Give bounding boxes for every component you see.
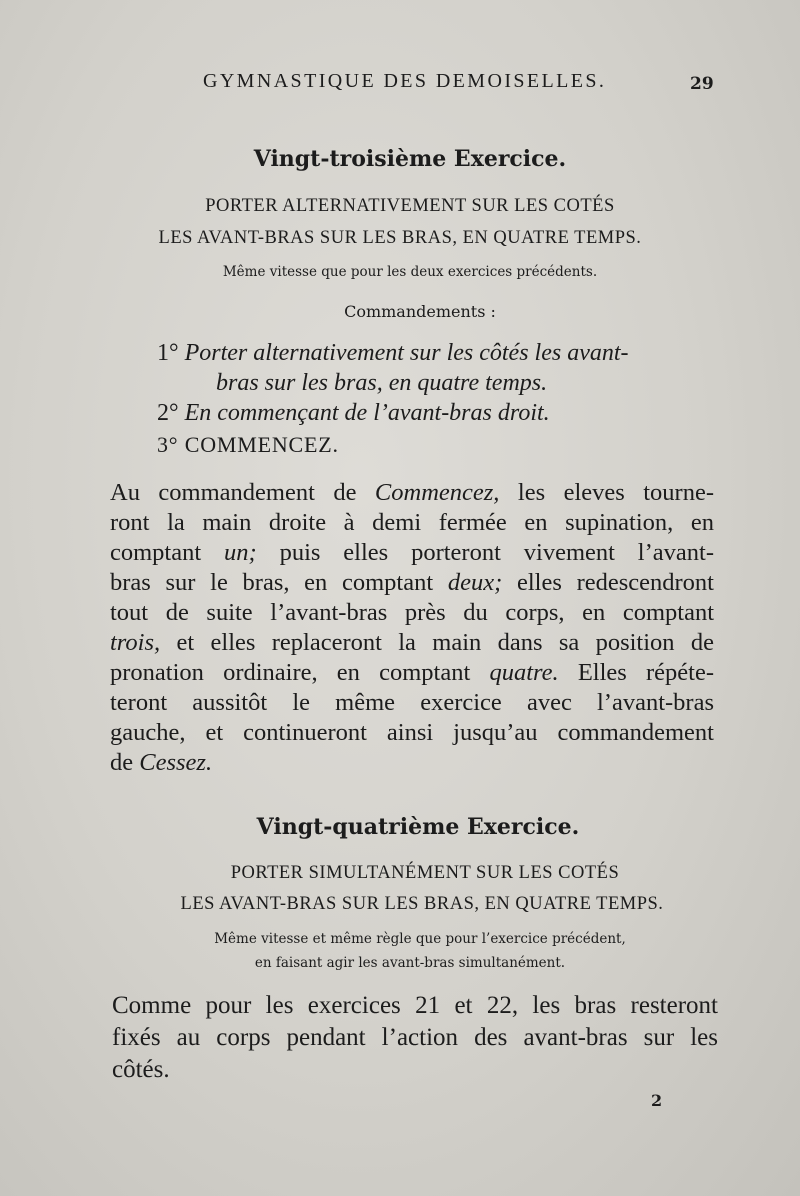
command-2 bbox=[157, 400, 550, 427]
paragraph-line: côtés. bbox=[112, 1056, 170, 1083]
paragraph-text: bras sur le bras, en comptant bbox=[110, 569, 448, 596]
paragraph-text: Commencez, bbox=[374, 479, 500, 506]
command-3-text: COMMENCEZ. bbox=[184, 432, 339, 457]
paragraph-text: trois, bbox=[110, 629, 161, 656]
paragraph-line: fixés au corps pendant l’action des avant-bras sur les bbox=[112, 1024, 718, 1051]
commands-heading: Commandements : bbox=[344, 302, 496, 321]
command-1-text: Porter alternativement sur les côtés les avant- bbox=[184, 340, 629, 366]
exercise-23-subtitle-1: PORTER ALTERNATIVEMENT SUR LES COTÉS bbox=[205, 196, 615, 216]
paragraph-line bbox=[110, 538, 714, 568]
paragraph-text: les eleves tourne- bbox=[499, 479, 714, 506]
command-1-number: 1° bbox=[157, 340, 179, 366]
paragraph-text: quatre. bbox=[489, 659, 559, 686]
exercise-24-subtitle-2: LES AVANT-BRAS SUR LES BRAS, EN QUATRE TEMPS. bbox=[180, 894, 664, 914]
paragraph-text: deux; bbox=[447, 569, 503, 596]
paragraph-line bbox=[110, 628, 714, 658]
paragraph-line bbox=[110, 688, 714, 718]
command-1-continued: bras sur les bras, en quatre temps. bbox=[216, 370, 548, 396]
paragraph-line bbox=[110, 748, 714, 778]
paragraph-line bbox=[110, 598, 714, 628]
command-3 bbox=[157, 432, 339, 458]
paragraph-line bbox=[110, 478, 714, 508]
paragraph-text: tout de suite l’avant-bras près du corps, en comptant bbox=[110, 599, 714, 626]
exercise-24-paragraph bbox=[112, 990, 718, 1086]
paragraph-line bbox=[110, 508, 714, 538]
exercise-23-title: Vingt-troisième Exercice. bbox=[253, 146, 567, 172]
paragraph-text: de bbox=[110, 749, 140, 776]
paragraph-line bbox=[110, 718, 714, 748]
paragraph-text: comptant bbox=[110, 539, 225, 566]
paragraph-text: teront aussitôt le même exercice avec l’avant-bras bbox=[110, 689, 714, 716]
exercise-24-title: Vingt-quatrième Exercice. bbox=[256, 814, 580, 840]
exercise-24-speed-note-2: en faisant agir les avant-bras simultanément. bbox=[254, 955, 566, 971]
exercise-23-paragraph bbox=[110, 478, 714, 778]
exercise-24-subtitle-1: PORTER SIMULTANÉMENT SUR LES COTÉS bbox=[230, 863, 620, 883]
command-3-number: 3° bbox=[157, 432, 179, 457]
paragraph-text: pronation ordinaire, en comptant bbox=[110, 659, 490, 686]
command-1 bbox=[157, 340, 629, 367]
exercise-23-subtitle-2: LES AVANT-BRAS SUR LES BRAS, EN QUATRE TEMPS. bbox=[158, 228, 642, 248]
paragraph-line: Comme pour les exercices 21 et 22, les bras resteront bbox=[112, 992, 718, 1019]
paragraph-text: Elles répéte- bbox=[558, 659, 714, 686]
command-2-text: En commençant de l’avant-bras droit. bbox=[184, 400, 550, 426]
paragraph-line bbox=[110, 568, 714, 598]
paragraph-text: et elles replaceront la main dans sa position de bbox=[160, 629, 714, 656]
exercise-24-speed-note-1: Même vitesse et même règle que pour l’exercice précédent, bbox=[214, 931, 626, 947]
paragraph-text: puis elles porteront vivement l’avant- bbox=[256, 539, 714, 566]
exercise-23-speed-note: Même vitesse que pour les deux exercices précédents. bbox=[222, 264, 598, 280]
paragraph-text: un; bbox=[224, 539, 257, 566]
paragraph-text: gauche, et continueront ainsi jusqu’au commandement bbox=[110, 719, 714, 746]
running-title: GYMNASTIQUE DES DEMOISELLES. bbox=[203, 70, 607, 92]
page-number: 29 bbox=[690, 74, 714, 94]
signature-mark: 2 bbox=[651, 1091, 663, 1110]
paragraph-text: ront la main droite à demi fermée en supination, en bbox=[110, 509, 714, 536]
paragraph-line bbox=[110, 658, 714, 688]
paragraph-text: elles redescendront bbox=[502, 569, 714, 596]
paragraph-text: Cessez. bbox=[139, 749, 213, 776]
command-2-number: 2° bbox=[157, 400, 179, 426]
paragraph-text: Au commandement de bbox=[110, 479, 375, 506]
